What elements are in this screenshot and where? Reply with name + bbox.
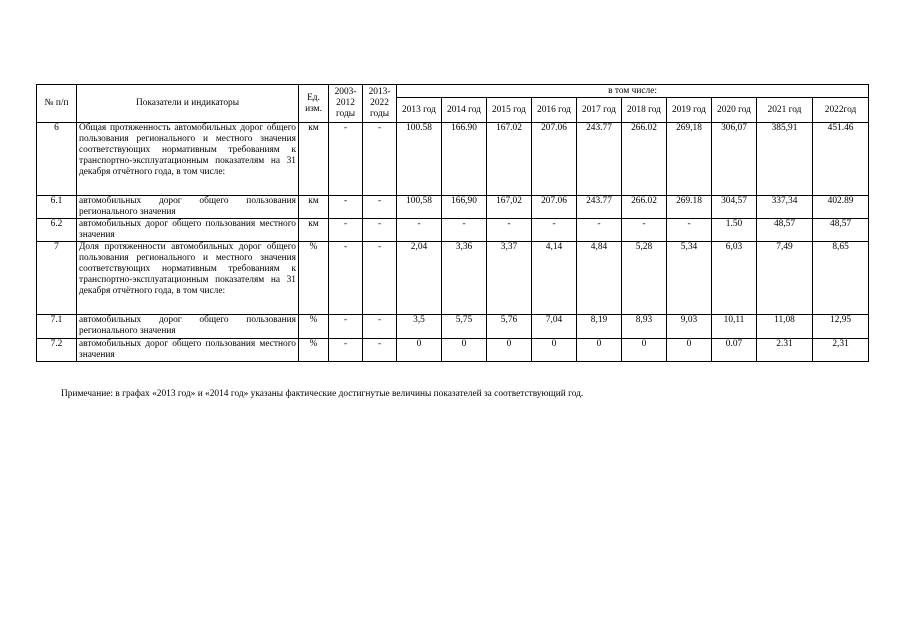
- header-name: Показатели и индикаторы: [77, 85, 299, 123]
- row-unit: км: [299, 123, 329, 196]
- table-row: [37, 339, 869, 362]
- row-year-value: 48,57: [757, 219, 813, 242]
- header-unit: Ед. изм.: [299, 85, 329, 123]
- header-year: 2021 год: [757, 98, 813, 123]
- row-year-value: -: [532, 219, 577, 242]
- row-year-value: 0: [667, 339, 712, 362]
- row-period-2013-2022: -: [363, 196, 397, 219]
- row-year-value: 9,03: [667, 315, 712, 339]
- row-year-value: 4,14: [532, 242, 577, 315]
- row-year-value: -: [442, 219, 487, 242]
- row-period-2013-2022: -: [363, 339, 397, 362]
- row-year-value: 266.02: [622, 196, 667, 219]
- row-year-value: 48,57: [813, 219, 869, 242]
- row-year-value: 3,36: [442, 242, 487, 315]
- row-period-2003-2012: -: [329, 315, 363, 339]
- row-number: 7.2: [37, 339, 77, 362]
- row-unit: км: [299, 219, 329, 242]
- header-year: 2019 год: [667, 98, 712, 123]
- row-period-2013-2022: -: [363, 315, 397, 339]
- table-row: [37, 242, 869, 315]
- row-year-value: 100.58: [397, 123, 442, 196]
- row-indicator-name: автомобильных дорог общего пользования местного значения: [77, 219, 299, 242]
- table-note: Примечание: в графах «2013 год» и «2014 год» указаны фактические достигнутые величины показателей за соответствующий год.: [61, 389, 584, 399]
- row-indicator-name: Доля протяженности автомобильных дорог общего пользования регионального и местного значения соответствующих нормативным требованиям к транспортно-эксплуатационным показателям на 31 декабря отчётного года, в том числе:: [77, 242, 299, 315]
- row-year-value: 269,18: [667, 123, 712, 196]
- row-year-value: 167.02: [487, 123, 532, 196]
- row-year-value: 243.77: [577, 196, 622, 219]
- row-period-2003-2012: -: [329, 196, 363, 219]
- row-year-value: 5,76: [487, 315, 532, 339]
- row-year-value: 0: [532, 339, 577, 362]
- row-year-value: 1.50: [712, 219, 757, 242]
- row-number: 7: [37, 242, 77, 315]
- row-year-value: 4,84: [577, 242, 622, 315]
- row-period-2013-2022: -: [363, 123, 397, 196]
- row-year-value: 402.89: [813, 196, 869, 219]
- row-period-2003-2012: -: [329, 339, 363, 362]
- row-number: 6: [37, 123, 77, 196]
- row-number: 7.1: [37, 315, 77, 339]
- row-year-value: 337,34: [757, 196, 813, 219]
- row-year-value: -: [577, 219, 622, 242]
- row-number: 6.2: [37, 219, 77, 242]
- row-indicator-name: автомобильных дорог общего пользования местного значения: [77, 339, 299, 362]
- row-year-value: 8,65: [813, 242, 869, 315]
- header-year: 2015 год: [487, 98, 532, 123]
- row-year-value: 0: [487, 339, 532, 362]
- header-year: 2022год: [813, 98, 869, 123]
- row-year-value: 269.18: [667, 196, 712, 219]
- row-year-value: 100,58: [397, 196, 442, 219]
- header-group: в том числе:: [397, 85, 869, 98]
- row-year-value: 2,04: [397, 242, 442, 315]
- row-period-2003-2012: -: [329, 123, 363, 196]
- row-year-value: 6,03: [712, 242, 757, 315]
- indicators-table: [36, 84, 869, 362]
- row-period-2003-2012: -: [329, 242, 363, 315]
- row-year-value: 5,75: [442, 315, 487, 339]
- row-year-value: 0: [442, 339, 487, 362]
- row-year-value: 166,90: [442, 196, 487, 219]
- header-year: 2020 год: [712, 98, 757, 123]
- table-row: [37, 219, 869, 242]
- table-row: [37, 123, 869, 196]
- header-year: 2017 год: [577, 98, 622, 123]
- row-year-value: 243.77: [577, 123, 622, 196]
- row-year-value: 451.46: [813, 123, 869, 196]
- row-year-value: 266.02: [622, 123, 667, 196]
- row-year-value: 306,07: [712, 123, 757, 196]
- row-indicator-name: автомобильных дорог общего пользования регионального значения: [77, 315, 299, 339]
- row-year-value: 3,5: [397, 315, 442, 339]
- row-year-value: 166.90: [442, 123, 487, 196]
- row-unit: %: [299, 339, 329, 362]
- row-year-value: 207.06: [532, 196, 577, 219]
- header-year: 2013 год: [397, 98, 442, 123]
- row-period-2003-2012: -: [329, 219, 363, 242]
- row-number: 6.1: [37, 196, 77, 219]
- row-year-value: -: [667, 219, 712, 242]
- header-period-2013-2022: 2013-2022 годы: [363, 85, 397, 123]
- row-year-value: -: [622, 219, 667, 242]
- row-year-value: 2.31: [757, 339, 813, 362]
- row-year-value: 0: [397, 339, 442, 362]
- row-year-value: 3,37: [487, 242, 532, 315]
- row-year-value: 0: [622, 339, 667, 362]
- row-year-value: 8,19: [577, 315, 622, 339]
- row-year-value: 385,91: [757, 123, 813, 196]
- table-row: [37, 196, 869, 219]
- row-year-value: 0.07: [712, 339, 757, 362]
- row-year-value: -: [487, 219, 532, 242]
- header-year: 2016 год: [532, 98, 577, 123]
- row-year-value: 5,28: [622, 242, 667, 315]
- table-row: [37, 315, 869, 339]
- row-year-value: 207.06: [532, 123, 577, 196]
- row-year-value: 304,57: [712, 196, 757, 219]
- row-year-value: 11,08: [757, 315, 813, 339]
- row-year-value: 7,49: [757, 242, 813, 315]
- row-year-value: 2,31: [813, 339, 869, 362]
- row-indicator-name: Общая протяженность автомобильных дорог общего пользования регионального и местного значения соответствующих нормативным требованиям к транспортно-эксплуатационным показателям на 31 декабря отчётного года, в том числе:: [77, 123, 299, 196]
- row-year-value: 0: [577, 339, 622, 362]
- row-unit: %: [299, 242, 329, 315]
- row-period-2013-2022: -: [363, 219, 397, 242]
- row-year-value: 5,34: [667, 242, 712, 315]
- row-year-value: 167,02: [487, 196, 532, 219]
- row-indicator-name: автомобильных дорог общего пользования регионального значения: [77, 196, 299, 219]
- header-num: № п/п: [37, 85, 77, 123]
- header-year: 2014 год: [442, 98, 487, 123]
- header-period-2003-2012: 2003-2012 годы: [329, 85, 363, 123]
- row-year-value: 10,11: [712, 315, 757, 339]
- row-year-value: 7,04: [532, 315, 577, 339]
- header-year: 2018 год: [622, 98, 667, 123]
- row-year-value: 12,95: [813, 315, 869, 339]
- row-unit: км: [299, 196, 329, 219]
- row-period-2013-2022: -: [363, 242, 397, 315]
- row-year-value: 8,93: [622, 315, 667, 339]
- row-year-value: -: [397, 219, 442, 242]
- row-unit: %: [299, 315, 329, 339]
